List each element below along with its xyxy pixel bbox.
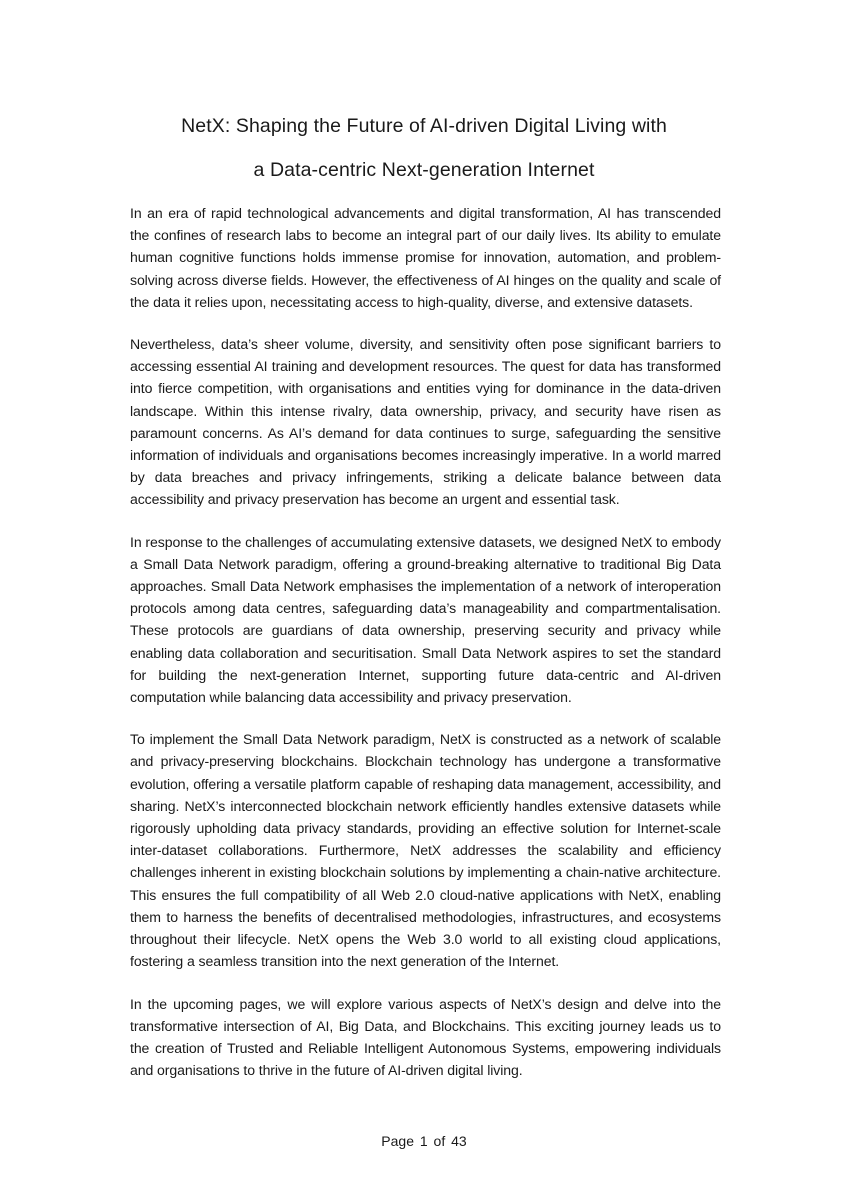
paragraph-blockchain: To implement the Small Data Network paradigm, NetX is constructed as a network of scalable and privacy-preserving blockchains. Blockchain technology has undergone a transformative evolution, offering a versatile platform capable of reshaping data management, accessibility, and sharing. NetX’s interconnected blockchain network efficiently handles extensive datasets while rigorously upholding data privacy standards, providing an effective solution for Internet-scale inter-dataset collaborations. Furthermore, NetX addresses the scalability and efficiency challenges inherent in existing blockchain solutions by implementing a chain-native architecture. This ensures the full compatibility of all Web 2.0 cloud-native applications with NetX, enabling them to harness the benefits of decentralised methodologies, infrastructures, and ecosystems throughout their lifecycle. NetX opens the Web 3.0 world to all existing cloud applications, fostering a seamless transition into the next generation of the Internet. <box>130 731 721 970</box>
page-number-footer: Page 1 of 43 <box>381 1133 467 1149</box>
paragraph-challenges: Nevertheless, data’s sheer volume, diversity, and sensitivity often pose significant barriers to accessing essential AI training and development resources. The quest for data has transformed into fierce competition, with organisations and entities vying for dominance in the data-driven landscape. Within this intense rivalry, data ownership, privacy, and security have risen as paramount concerns. As AI’s demand for data continues to surge, safeguarding the sensitive information of individuals and organisations becomes increasingly imperative. In a world marred by data breaches and privacy infringements, striking a delicate balance between data accessibility and privacy preservation has become an urgent and essential task. <box>130 336 721 508</box>
page-title-line-2: a Data-centric Next-generation Internet <box>253 159 595 181</box>
document-body <box>130 202 721 1101</box>
paragraph-small-data-network: In response to the challenges of accumulating extensive datasets, we designed NetX to embody a Small Data Network paradigm, offering a ground-breaking alternative to traditional Big Data approaches. Small Data Network emphasises the implementation of a network of interoperation protocols among data centres, safeguarding data’s manageability and compartmentalisation. These protocols are guardians of data ownership, preserving security and privacy while enabling data collaboration and securitisation. Small Data Network aspires to set the standard for building the next-generation Internet, supporting future data-centric and AI-driven computation while balancing data accessibility and privacy preservation. <box>130 533 721 706</box>
page-title-line-1: NetX: Shaping the Future of AI-driven Digital Living with <box>181 115 667 137</box>
paragraph-outlook: In the upcoming pages, we will explore various aspects of NetX’s design and delve into the transformative intersection of AI, Big Data, and Blockchains. This exciting journey leads us to the creation of Trusted and Reliable Intelligent Autonomous Systems, empowering individuals and organisations to thrive in the future of AI-driven digital living. <box>130 995 721 1079</box>
paragraph-intro: In an era of rapid technological advancements and digital transformation, AI has transcended the confines of research labs to become an integral part of our daily lives. Its ability to emulate human cognitive functions holds immense promise for innovation, automation, and problem-solving across diverse fields. However, the effectiveness of AI hinges on the quality and scale of the data it relies upon, necessitating access to high-quality, diverse, and extensive datasets. <box>130 205 721 310</box>
